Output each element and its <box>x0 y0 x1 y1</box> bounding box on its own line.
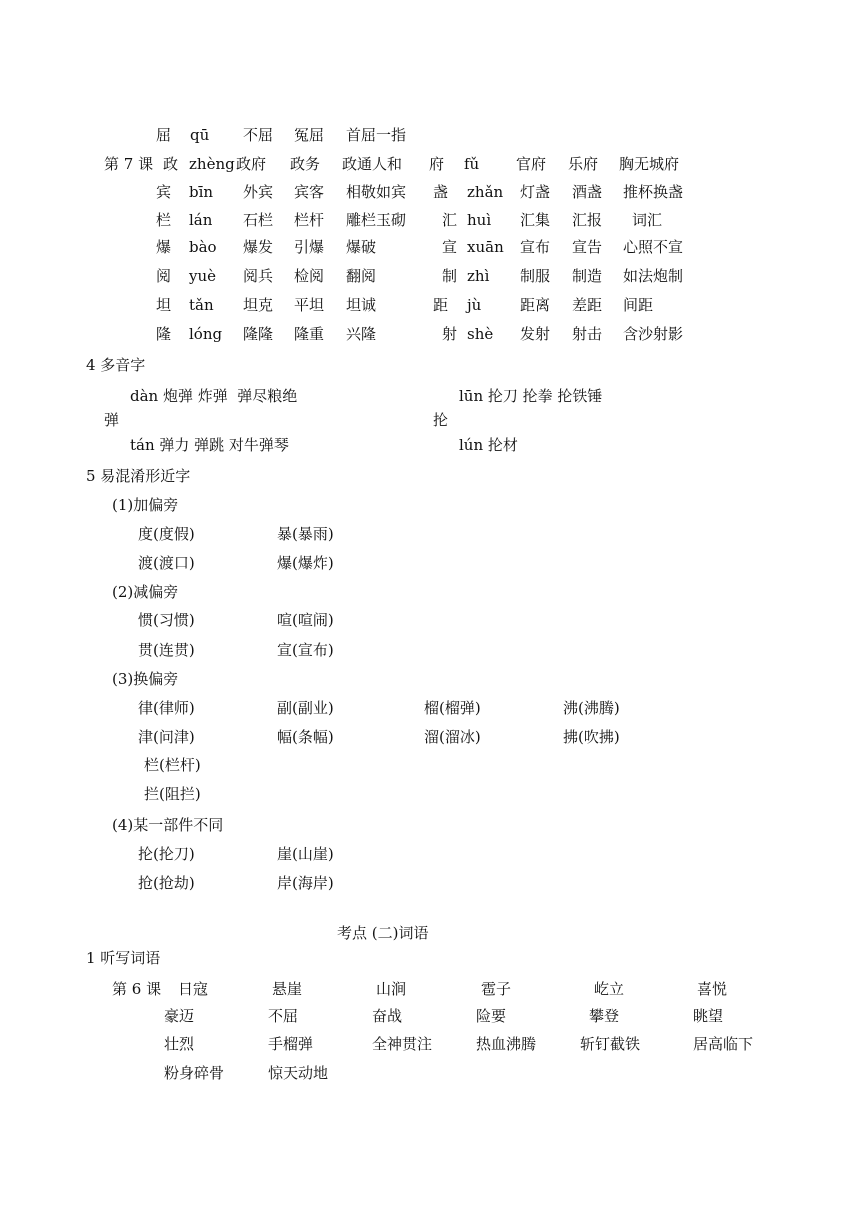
word-item: 粉身碎骨 <box>164 1064 225 1082</box>
table-cell: 冤屈 <box>294 126 325 144</box>
table-cell: 如法炮制 <box>623 267 684 285</box>
polyphone-reading: lūn 抡刀 抡拳 抡铁锤 <box>459 387 603 405</box>
table-cell: tǎn <box>189 296 214 314</box>
table-cell: 平坦 <box>294 296 325 314</box>
table-cell: 间距 <box>623 296 654 314</box>
table-cell: zhǎn <box>467 183 504 201</box>
word-item: 壮烈 <box>164 1035 195 1053</box>
subsection-title: (2)减偏旁 <box>112 583 179 601</box>
table-cell: 爆发 <box>243 238 274 256</box>
table-cell: 坦诚 <box>346 296 377 314</box>
table-cell: fǔ <box>464 155 480 173</box>
word-item: 拦(阻拦) <box>144 785 201 803</box>
table-cell: zhèng <box>189 155 235 173</box>
table-cell: lán <box>189 211 213 229</box>
word-item: 奋战 <box>372 1007 403 1025</box>
table-cell: 酒盏 <box>572 183 603 201</box>
word-item: 全神贯注 <box>372 1035 433 1053</box>
subsection-title: (1)加偏旁 <box>112 496 179 514</box>
word-item: 眺望 <box>693 1007 724 1025</box>
table-cell: 词汇 <box>632 211 663 229</box>
table-cell: 坦克 <box>243 296 274 314</box>
table-cell: 官府 <box>516 155 547 173</box>
table-cell: 推杯换盏 <box>623 183 684 201</box>
table-cell: shè <box>467 325 494 343</box>
table-cell: 宣布 <box>520 238 551 256</box>
word-item: 暴(暴雨) <box>277 525 334 543</box>
table-cell: 胸无城府 <box>619 155 680 173</box>
word-item: 度(度假) <box>138 525 195 543</box>
table-cell: 隆隆 <box>243 325 274 343</box>
word-item: 抡(抡刀) <box>138 845 195 863</box>
table-cell: 宣告 <box>572 238 603 256</box>
table-cell: 石栏 <box>243 211 274 229</box>
lesson-label: 第 6 课 <box>112 980 162 998</box>
table-cell: 栏 <box>156 211 172 229</box>
word-item: 喜悦 <box>697 980 728 998</box>
table-cell: 盏 <box>433 183 449 201</box>
table-cell: qū <box>190 126 210 144</box>
table-cell: 制服 <box>520 267 551 285</box>
polyphone-reading: lún 抡材 <box>459 436 518 454</box>
table-cell: 引爆 <box>294 238 325 256</box>
word-item: 贯(连贯) <box>138 641 195 659</box>
polyphone-char: 弹 <box>104 411 120 429</box>
table-cell: 政务 <box>290 155 321 173</box>
table-cell: 宾客 <box>294 183 325 201</box>
table-cell: 差距 <box>572 296 603 314</box>
word-item: 雹子 <box>481 980 512 998</box>
word-item: 居高临下 <box>693 1035 754 1053</box>
table-cell: lóng <box>189 325 223 343</box>
table-cell: 雕栏玉砌 <box>346 211 407 229</box>
word-item: 栏(栏杆) <box>144 756 201 774</box>
section-heading: 5 易混淆形近字 <box>86 467 191 485</box>
word-item: 抢(抢劫) <box>138 874 195 892</box>
word-item: 惯(习惯) <box>138 611 195 629</box>
word-item: 手榴弹 <box>268 1035 314 1053</box>
table-cell: 宾 <box>156 183 172 201</box>
table-cell: 乐府 <box>568 155 599 173</box>
table-cell: bīn <box>189 183 214 201</box>
polyphone-char: 抡 <box>433 411 449 429</box>
table-cell: 外宾 <box>243 183 274 201</box>
section-heading: 1 听写词语 <box>86 949 161 967</box>
table-cell: 首屈一指 <box>346 126 407 144</box>
word-item: 幅(条幅) <box>277 728 334 746</box>
word-item: 不屈 <box>268 1007 299 1025</box>
word-item: 悬崖 <box>272 980 303 998</box>
table-cell: 翻阅 <box>346 267 377 285</box>
table-cell: bào <box>189 238 217 256</box>
word-item: 沸(沸腾) <box>563 699 620 717</box>
table-cell: 距离 <box>520 296 551 314</box>
word-item: 日寇 <box>178 980 209 998</box>
table-cell: 汇报 <box>572 211 603 229</box>
word-item: 副(副业) <box>277 699 334 717</box>
table-cell: 爆 <box>156 238 172 256</box>
word-item: 岸(海岸) <box>277 874 334 892</box>
table-cell: 相敬如宾 <box>346 183 407 201</box>
word-item: 豪迈 <box>164 1007 195 1025</box>
word-item: 崖(山崖) <box>277 845 334 863</box>
table-cell: 制 <box>442 267 458 285</box>
word-item: 渡(渡口) <box>138 554 195 572</box>
table-cell: 政 <box>163 155 179 173</box>
word-item: 溜(溜冰) <box>424 728 481 746</box>
table-cell: 政通人和 <box>342 155 403 173</box>
table-cell: 屈 <box>156 126 172 144</box>
word-item: 律(律师) <box>138 699 195 717</box>
table-cell: 距 <box>433 296 449 314</box>
table-cell: 不屈 <box>243 126 274 144</box>
table-cell: 政府 <box>236 155 267 173</box>
table-cell: 坦 <box>156 296 172 314</box>
table-cell: 兴隆 <box>346 325 377 343</box>
section-heading: 4 多音字 <box>86 356 146 374</box>
table-cell: 汇集 <box>520 211 551 229</box>
subsection-title: (3)换偏旁 <box>112 670 179 688</box>
word-item: 拂(吹拂) <box>563 728 620 746</box>
word-item: 津(问津) <box>138 728 195 746</box>
table-cell: 检阅 <box>294 267 325 285</box>
table-cell: 隆重 <box>294 325 325 343</box>
word-item: 险要 <box>476 1007 507 1025</box>
word-item: 屹立 <box>594 980 625 998</box>
table-cell: 含沙射影 <box>623 325 684 343</box>
table-cell: xuān <box>467 238 504 256</box>
part-title: 考点 (二)词语 <box>337 924 429 942</box>
table-cell: 射 <box>442 325 458 343</box>
table-cell: 栏杆 <box>294 211 325 229</box>
word-item: 爆(爆炸) <box>277 554 334 572</box>
word-item: 喧(喧闹) <box>277 611 334 629</box>
word-item: 惊天动地 <box>268 1064 329 1082</box>
table-cell: huì <box>467 211 492 229</box>
table-cell: 爆破 <box>346 238 377 256</box>
table-cell: 灯盏 <box>520 183 551 201</box>
word-item: 攀登 <box>589 1007 620 1025</box>
subsection-title: (4)某一部件不同 <box>112 816 224 834</box>
table-cell: 心照不宣 <box>623 238 684 256</box>
table-cell: 阅兵 <box>243 267 274 285</box>
table-cell: yuè <box>189 267 217 285</box>
table-cell: 汇 <box>442 211 458 229</box>
table-cell: 发射 <box>520 325 551 343</box>
polyphone-reading: tán 弹力 弹跳 对牛弹琴 <box>130 436 289 454</box>
word-item: 斩钉截铁 <box>580 1035 641 1053</box>
table-cell: 隆 <box>156 325 172 343</box>
lesson-label: 第 7 课 <box>104 155 154 173</box>
table-cell: 射击 <box>572 325 603 343</box>
word-item: 热血沸腾 <box>476 1035 537 1053</box>
table-cell: jù <box>467 296 482 314</box>
polyphone-reading: dàn 炮弹 炸弹 弹尽粮绝 <box>130 387 298 405</box>
word-item: 宣(宣布) <box>277 641 334 659</box>
table-cell: 阅 <box>156 267 172 285</box>
table-cell: 宣 <box>442 238 458 256</box>
table-cell: zhì <box>467 267 490 285</box>
table-cell: 制造 <box>572 267 603 285</box>
word-item: 山涧 <box>376 980 407 998</box>
word-item: 榴(榴弹) <box>424 699 481 717</box>
table-cell: 府 <box>429 155 445 173</box>
